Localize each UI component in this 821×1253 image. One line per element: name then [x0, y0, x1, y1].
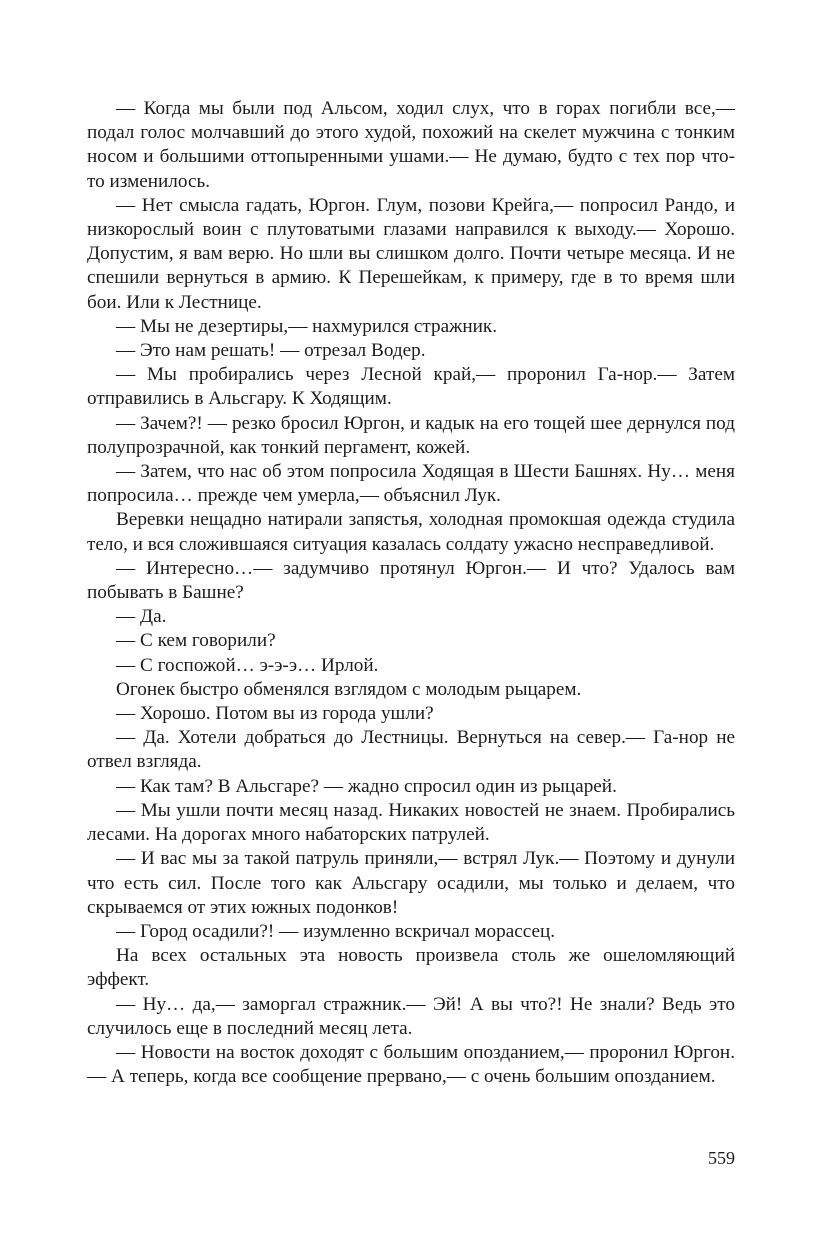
paragraph: — Мы ушли почти месяц назад. Никаких новостей не знаем. Пробирались лесами. На дорогах много набаторских патрулей. [87, 799, 735, 846]
paragraph: — Да. Хотели добраться до Лестницы. Вернуться на север.— Га-нор не отвел взгляда. [87, 727, 735, 773]
paragraph: — Да. [116, 606, 167, 628]
book-page-text [87, 97, 735, 1089]
paragraph: — Как там? В Альсгаре? — жадно спросил один из рыцарей. [116, 775, 617, 797]
paragraph: — Мы пробирались через Лесной край,— проронил Га-нор.— Затем отправились в Альсгару. К Ходящим. [87, 364, 735, 410]
paragraph: — Затем, что нас об этом попросила Ходящая в Шести Башнях. Ну… меня попросила… прежде чем умерла,— объяснил Лук. [87, 461, 735, 507]
paragraph: — Мы не дезертиры,— нахмурился стражник. [116, 315, 498, 337]
paragraph: На всех остальных эта новость произвела столь же ошеломляющий эффект. [87, 945, 735, 991]
paragraph: — С кем говорили? [116, 630, 276, 652]
paragraph: — С госпожой… э-э-э… Ирлой. [116, 654, 379, 676]
paragraph: Веревки нещадно натирали запястья, холодная промокшая одежда студила тело, и вся сложившаяся ситуация казалась солдату ужасно несправедливой. [87, 509, 735, 555]
paragraph: Огонек быстро обменялся взглядом с молодым рыцарем. [116, 678, 582, 700]
paragraph: — Это нам решать! — отрезал Водер. [116, 340, 426, 362]
paragraph: — И вас мы за такой патруль приняли,— встрял Лук.— Поэтому и дунули что есть сил. После того как Альсгару осадили, мы только и делаем, что скрываемся от этих южных подонков! [87, 848, 735, 918]
paragraph: — Новости на восток доходят с большим опозданием,— проронил Юргон.— А теперь, когда все сообщение прервано,— с очень большим опозданием. [87, 1041, 735, 1088]
paragraph: — Зачем?! — резко бросил Юргон, и кадык на его тощей шее дернулся под полупрозрачной, как тонкий пергамент, кожей. [87, 412, 735, 458]
paragraph: — Нет смысла гадать, Юргон. Глум, позови Крейга,— попросил Рандо, и низкорослый воин с плутоватыми глазами направился к выходу.— Хорошо. Допустим, я вам верю. Но шли вы слишком долго. Почти четыре месяца. И не спешили вернуться в армию. К Перешейкам, к примеру, где в то время шли бои. Или к Лестнице. [87, 194, 735, 313]
paragraph: — Интересно…— задумчиво протянул Юргон.— И что? Удалось вам побывать в Башне? [87, 557, 735, 604]
paragraph: — Когда мы были под Альсом, ходил слух, что в горах погибли все,— подал голос молчавший до этого худой, похожий на скелет мужчина с тонким носом и большими оттопыренными ушами.— Не думаю, будто с тех пор что-то изменилось. [87, 98, 735, 192]
paragraph: — Хорошо. Потом вы из города ушли? [116, 703, 434, 725]
paragraph: — Ну… да,— заморгал стражник.— Эй! А вы что?! Не знали? Ведь это случилось еще в последний месяц лета. [87, 993, 735, 1039]
page-number: 559 [708, 1148, 735, 1168]
paragraph: — Город осадили?! — изумленно вскричал морассец. [116, 920, 556, 942]
